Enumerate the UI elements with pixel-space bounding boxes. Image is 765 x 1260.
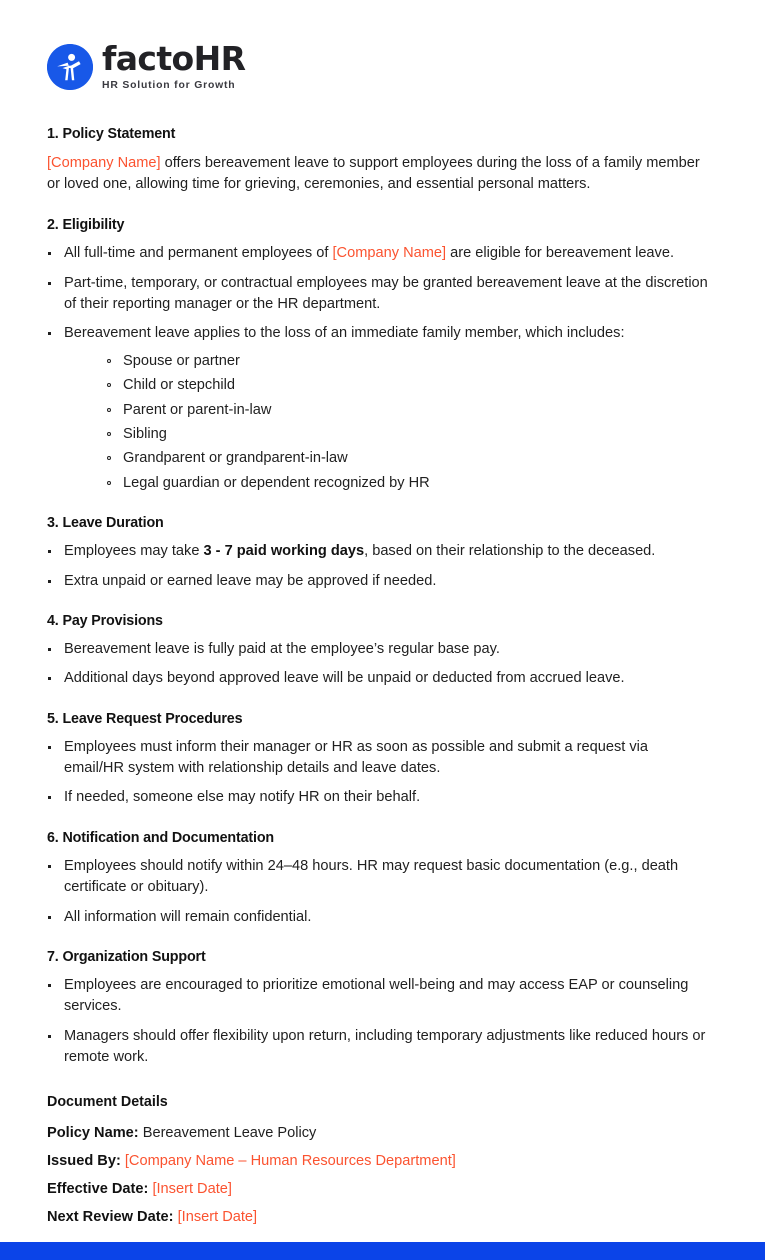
paid-working-days-emphasis: 3 - 7 paid working days <box>203 543 365 560</box>
section-heading: 5. Leave Request Procedures <box>47 710 243 727</box>
section-heading: 6. Notification and Documentation <box>47 829 274 846</box>
pay-provisions-list <box>47 639 712 689</box>
list-item: Managers should offer flexibility upon return, including temporary adjustments like reduced hours or remote work. <box>47 1026 712 1068</box>
bullet-text-post: are eligible for bereavement leave. <box>446 245 675 262</box>
list-item: Legal guardian or dependent recognized by HR <box>106 473 712 494</box>
list-item: Sibling <box>106 424 712 445</box>
section-notification-documentation <box>47 829 712 928</box>
brand-wordmark-group <box>102 39 246 91</box>
section-heading: 3. Leave Duration <box>47 514 164 531</box>
company-name-placeholder: [Company Name] <box>47 154 161 171</box>
list-item: Extra unpaid or earned leave may be approved if needed. <box>47 571 712 592</box>
list-item <box>47 541 712 562</box>
notification-list <box>47 856 712 927</box>
detail-value: [Company Name – Human Resources Department] <box>124 1152 456 1169</box>
section-pay-provisions <box>47 612 712 690</box>
detail-row <box>47 1152 712 1171</box>
policy-statement-text: offers bereavement leave to support employees during the loss of a family member or loved one, allowing time for grieving, ceremonies, and essential personal matters. <box>47 154 700 193</box>
leave-request-list <box>47 737 712 808</box>
detail-label: Policy Name: <box>47 1124 139 1141</box>
list-item: Employees are encouraged to prioritize emotional well-being and may access EAP or counseling services. <box>47 975 712 1017</box>
list-item: Spouse or partner <box>106 351 712 372</box>
bullet-text: Bereavement leave applies to the loss of an immediate family member, which includes: <box>64 324 625 341</box>
detail-row <box>47 1208 712 1227</box>
list-item: If needed, someone else may notify HR on their behalf. <box>47 787 712 808</box>
detail-value: [Insert Date] <box>152 1180 232 1197</box>
document-details-block <box>47 1094 712 1227</box>
section-leave-request-procedures <box>47 710 712 809</box>
person-figure-icon <box>47 44 93 90</box>
detail-label: Issued By: <box>47 1152 121 1169</box>
section-heading: 2. Eligibility <box>47 216 125 233</box>
brand-wordmark: factoHR <box>102 39 246 78</box>
detail-value: [Insert Date] <box>177 1208 258 1225</box>
detail-label: Effective Date: <box>47 1180 149 1197</box>
section-leave-duration <box>47 514 712 592</box>
detail-label: Next Review Date: <box>47 1208 174 1225</box>
section-policy-statement <box>47 125 712 196</box>
bullet-text-post: , based on their relationship to the deceased. <box>364 543 656 560</box>
policy-statement-paragraph <box>47 153 712 196</box>
list-item: Child or stepchild <box>106 375 712 396</box>
section-heading: 7. Organization Support <box>47 948 206 965</box>
immediate-family-list <box>64 351 712 494</box>
brand-tagline: HR Solution for Growth <box>102 79 236 91</box>
list-item: Employees must inform their manager or HR as soon as possible and submit a request via email/HR system with relationship details and leave dates. <box>47 737 712 779</box>
bullet-text-pre: All full-time and permanent employees of <box>64 245 333 262</box>
detail-value: Bereavement Leave Policy <box>142 1124 317 1141</box>
list-item: Additional days beyond approved leave will be unpaid or deducted from accrued leave. <box>47 668 712 689</box>
list-item: Parent or parent-in-law <box>106 400 712 421</box>
brand-logo <box>47 39 712 91</box>
section-heading: 4. Pay Provisions <box>47 612 163 629</box>
section-organization-support <box>47 948 712 1068</box>
list-item <box>47 243 712 264</box>
section-heading: 1. Policy Statement <box>47 126 176 143</box>
list-item: Part-time, temporary, or contractual employees may be granted bereavement leave at the discretion of their reporting manager or the HR department. <box>47 273 712 315</box>
organization-support-list <box>47 975 712 1068</box>
bullet-text-pre: Employees may take <box>64 543 204 560</box>
footer-accent-bar <box>0 1242 765 1260</box>
list-item: All information will remain confidential. <box>47 907 712 928</box>
section-eligibility <box>47 216 712 494</box>
list-item: Employees should notify within 24–48 hours. HR may request basic documentation (e.g., death certificate or obituary). <box>47 856 712 898</box>
document-details-heading: Document Details <box>47 1093 168 1110</box>
list-item: Grandparent or grandparent-in-law <box>106 448 712 469</box>
leave-duration-list <box>47 541 712 591</box>
detail-row <box>47 1180 712 1199</box>
eligibility-list <box>47 243 712 493</box>
detail-row <box>47 1124 712 1143</box>
company-name-placeholder: [Company Name] <box>332 245 447 262</box>
list-item: Bereavement leave is fully paid at the employee’s regular base pay. <box>47 639 712 660</box>
list-item <box>47 323 712 494</box>
